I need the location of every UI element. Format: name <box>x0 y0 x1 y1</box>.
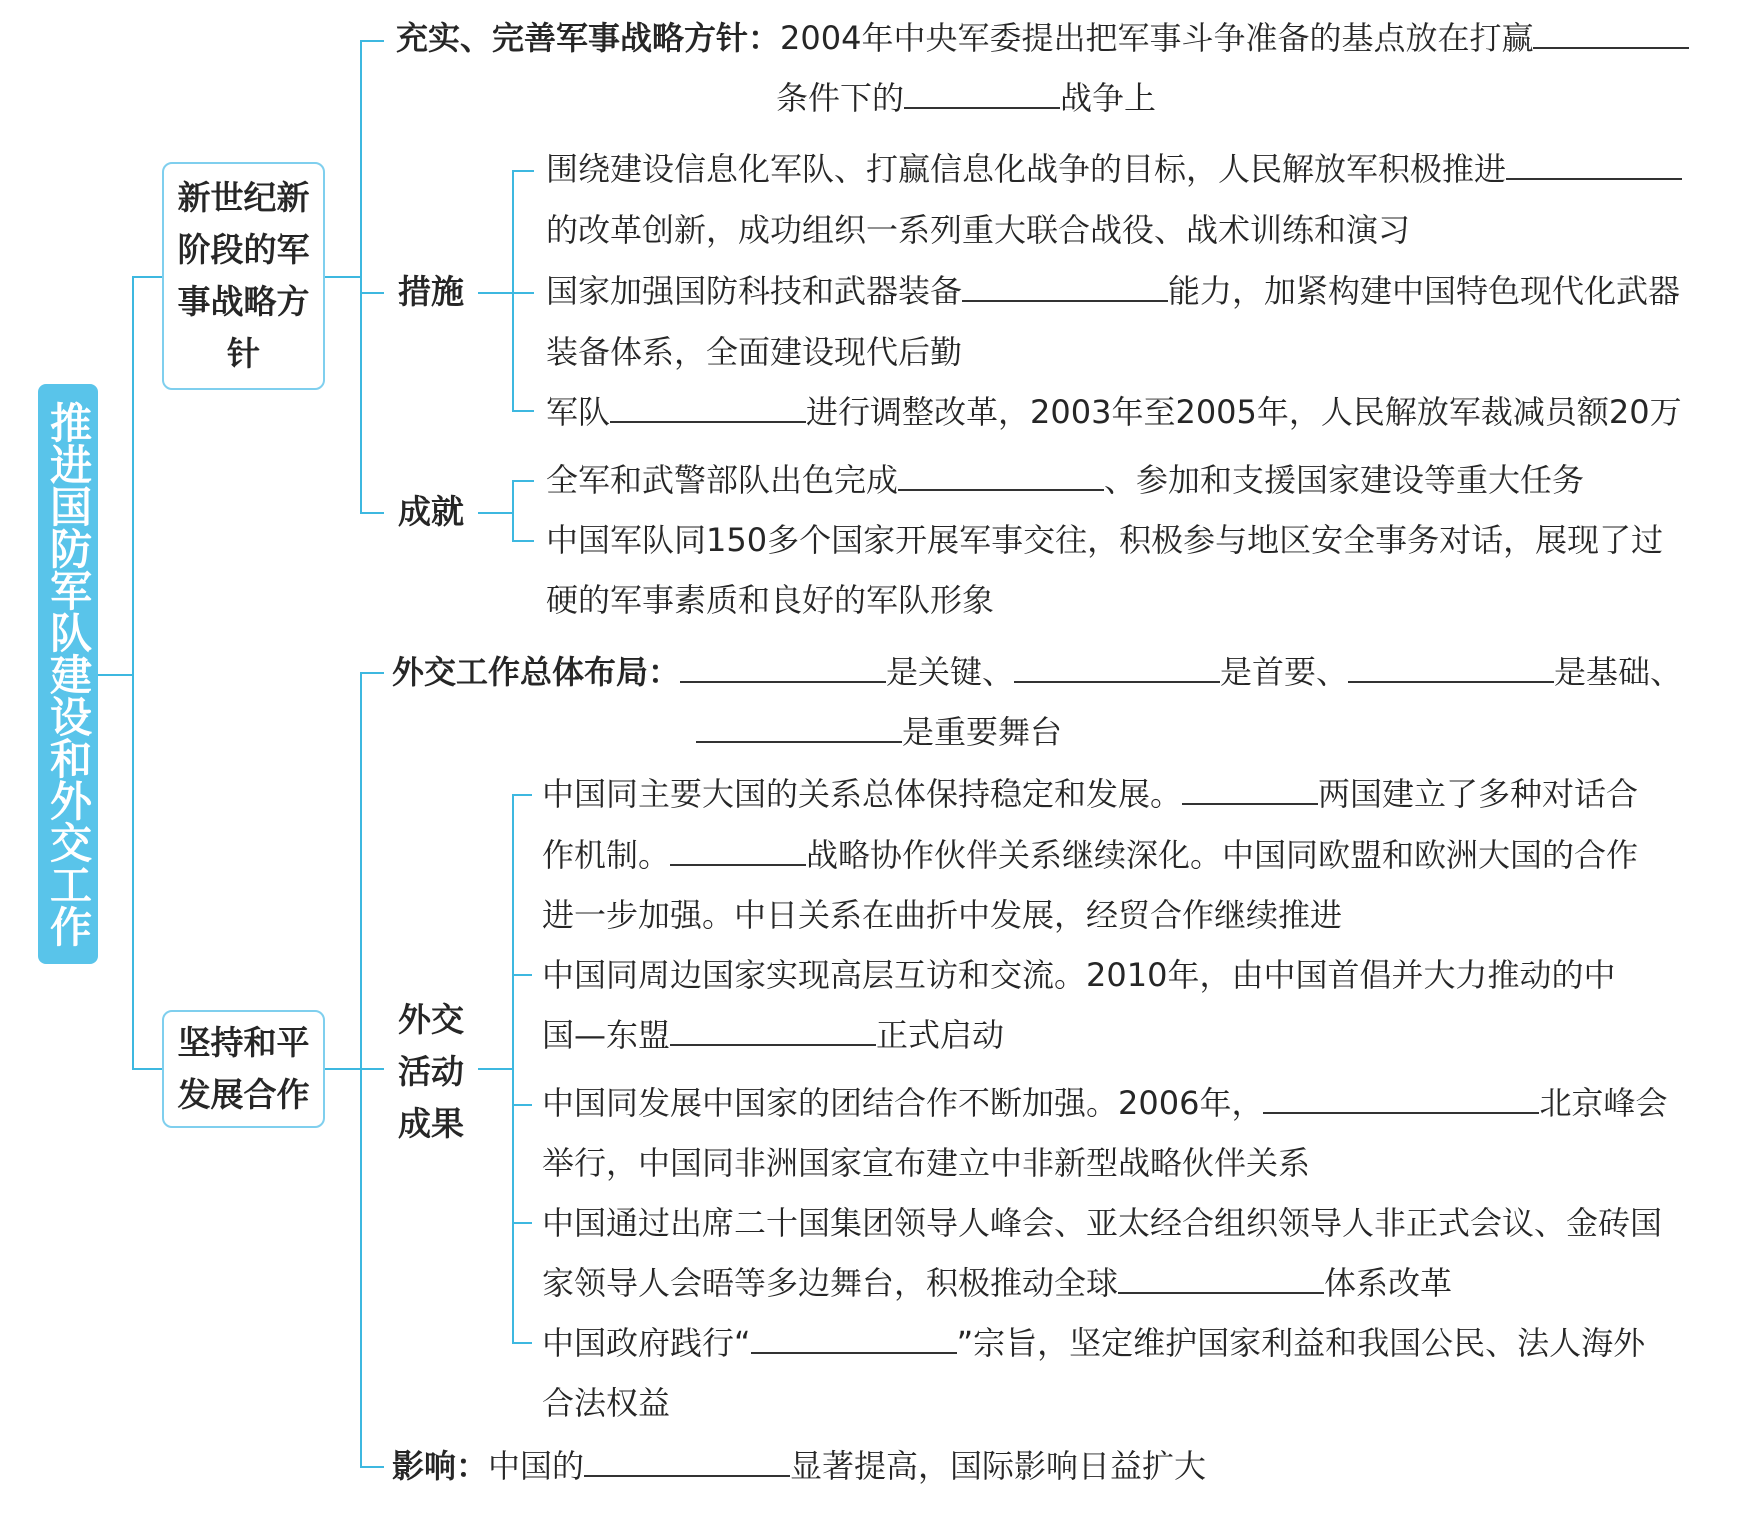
layout-text: 是首要、 <box>1220 653 1349 691</box>
activity-label: 外交活动成果 <box>398 1000 464 1143</box>
strategy-title: 充实、完善军事战略方针： <box>396 19 781 57</box>
measure-2b: 装备体系，全面建设现代后勤 <box>546 333 963 371</box>
diplomacy-text: ”宗旨，坚定维护国家利益和我国公民、法人海外 <box>956 1324 1646 1362</box>
diplomacy-text: 北京峰会 <box>1539 1084 1668 1122</box>
connector <box>512 170 514 412</box>
measure-2 <box>546 261 1680 322</box>
measure-text: 进行调整改革，2003年至2005年，人民解放军裁减员额20万 <box>806 393 1682 431</box>
achievement-text: 全军和武警部队出色完成 <box>546 461 899 499</box>
branch-label: 新世纪新阶段的军事战略方针 <box>177 178 310 373</box>
measure-1 <box>546 139 1682 200</box>
connector <box>512 1104 532 1106</box>
root-topic: 推进国防军队建设和外交工作 <box>38 384 98 964</box>
measure-3 <box>546 382 1682 443</box>
measure-text: 能力，加紧构建中国特色现代化武器 <box>1168 272 1681 310</box>
diplomacy-text: 中国同发展中国家的团结合作不断加强。2006年， <box>542 1084 1264 1122</box>
diplomacy-text: 中国政府践行“ <box>542 1324 751 1362</box>
connector <box>132 276 162 278</box>
impact-title: 影响： <box>392 1447 489 1485</box>
connector <box>132 276 134 1070</box>
strategy-text: 条件下的 <box>776 79 905 117</box>
diplomacy-5b: 合法权益 <box>542 1384 671 1422</box>
diplomacy-3b: 举行，中国同非洲国家宣布建立中非新型战略伙伴关系 <box>542 1144 1311 1182</box>
diplomacy-text: 正式启动 <box>876 1016 1005 1054</box>
connector <box>360 672 362 1468</box>
measure-text: 国家加强国防科技和武器装备 <box>546 272 963 310</box>
diplomacy-4: 中国通过出席二十国集团领导人峰会、亚太经合组织领导人非正式会议、金砖国 <box>542 1204 1663 1242</box>
branch-peace-cooperation <box>162 1010 325 1128</box>
diplomacy-2: 中国同周边国家实现高层互访和交流。2010年，由中国首倡并大力推动的中 <box>542 956 1616 994</box>
blank <box>1118 1264 1324 1294</box>
diplomacy-text: 战略协作伙伴关系继续深化。中国同欧盟和欧洲大国的合作 <box>806 836 1639 874</box>
branch-military-strategy <box>162 162 325 390</box>
blank <box>751 1324 957 1354</box>
connector <box>512 480 534 482</box>
connector <box>360 292 384 294</box>
connector <box>478 512 512 514</box>
achievement-2: 中国军队同150多个国家开展军事交往，积极参与地区安全事务对话，展现了过 <box>546 521 1664 559</box>
layout-text: 是基础、 <box>1554 653 1683 691</box>
blank <box>1348 653 1554 683</box>
achievement-2b: 硬的军事素质和良好的军队形象 <box>546 581 995 619</box>
blank <box>898 461 1104 491</box>
blank <box>670 1016 876 1046</box>
diplomacy-text: 体系改革 <box>1324 1264 1453 1302</box>
blank <box>584 1447 790 1477</box>
layout-title: 外交工作总体布局： <box>392 653 681 691</box>
connector <box>132 1068 162 1070</box>
diplomacy-1b <box>542 825 1638 886</box>
measure-1b: 的改革创新，成功组织一系列重大联合战役、战术训练和演习 <box>546 211 1411 249</box>
connector <box>512 540 534 542</box>
diplomacy-5 <box>542 1313 1645 1374</box>
blank <box>904 79 1060 109</box>
blank <box>1506 150 1682 180</box>
connector <box>360 40 384 42</box>
connector <box>325 276 360 278</box>
connector <box>478 1068 512 1070</box>
measure-text: 军队 <box>546 393 611 431</box>
layout-line-1 <box>392 642 1682 703</box>
connector <box>512 794 532 796</box>
diplomacy-3 <box>542 1073 1667 1134</box>
achievement-1 <box>546 450 1584 511</box>
diplomacy-text: 两国建立了多种对话合 <box>1318 775 1639 813</box>
strategy-text: 战争上 <box>1060 79 1157 117</box>
diplomacy-2b <box>542 1005 1004 1066</box>
diplomacy-1 <box>542 764 1638 825</box>
layout-text: 是重要舞台 <box>902 713 1063 751</box>
diplomacy-text: 国—东盟 <box>542 1016 671 1054</box>
impact-text: 中国的 <box>488 1447 585 1485</box>
connector <box>512 794 514 1342</box>
blank <box>670 836 806 866</box>
blank <box>1533 19 1689 49</box>
blank <box>610 393 806 423</box>
connector <box>360 672 384 674</box>
strategy-line-2 <box>776 68 1156 129</box>
diplomacy-1c: 进一步加强。中日关系在曲折中发展，经贸合作继续推进 <box>542 896 1343 934</box>
blank <box>696 713 902 743</box>
impact-text: 显著提高，国际影响日益扩大 <box>790 1447 1207 1485</box>
achievement-text: 、参加和支援国家建设等重大任务 <box>1104 461 1585 499</box>
diplomacy-4b <box>542 1253 1452 1314</box>
blank <box>680 653 886 683</box>
diplomacy-text: 作机制。 <box>542 836 671 874</box>
connector <box>512 974 532 976</box>
connector <box>360 512 384 514</box>
connector <box>512 410 534 412</box>
branch-label: 坚持和平发展合作 <box>177 1023 310 1114</box>
connector <box>512 1222 532 1224</box>
connector <box>325 1068 360 1070</box>
blank <box>1263 1084 1539 1114</box>
blank <box>1014 653 1220 683</box>
impact-line <box>392 1436 1206 1497</box>
measure-text: 围绕建设信息化军队、打赢信息化战争的目标，人民解放军积极推进 <box>546 150 1507 188</box>
connector <box>512 292 534 294</box>
connector <box>360 40 362 512</box>
connector <box>512 170 534 172</box>
achievements-label: 成就 <box>398 492 464 531</box>
strategy-line-1 <box>396 8 1689 69</box>
layout-line-2 <box>696 702 1062 763</box>
connector <box>360 1466 384 1468</box>
layout-text: 是关键、 <box>886 653 1015 691</box>
diplomacy-text: 家领导人会晤等多边舞台，积极推动全球 <box>542 1264 1119 1302</box>
strategy-text: 2004年中央军委提出把军事斗争准备的基点放在打赢 <box>780 19 1534 57</box>
connector <box>512 1342 532 1344</box>
blank <box>1182 775 1318 805</box>
connector <box>478 292 512 294</box>
blank <box>962 272 1168 302</box>
connector <box>360 1068 384 1070</box>
connector <box>512 480 514 542</box>
measures-label: 措施 <box>398 272 464 311</box>
connector <box>98 674 132 676</box>
diplomacy-text: 中国同主要大国的关系总体保持稳定和发展。 <box>542 775 1183 813</box>
